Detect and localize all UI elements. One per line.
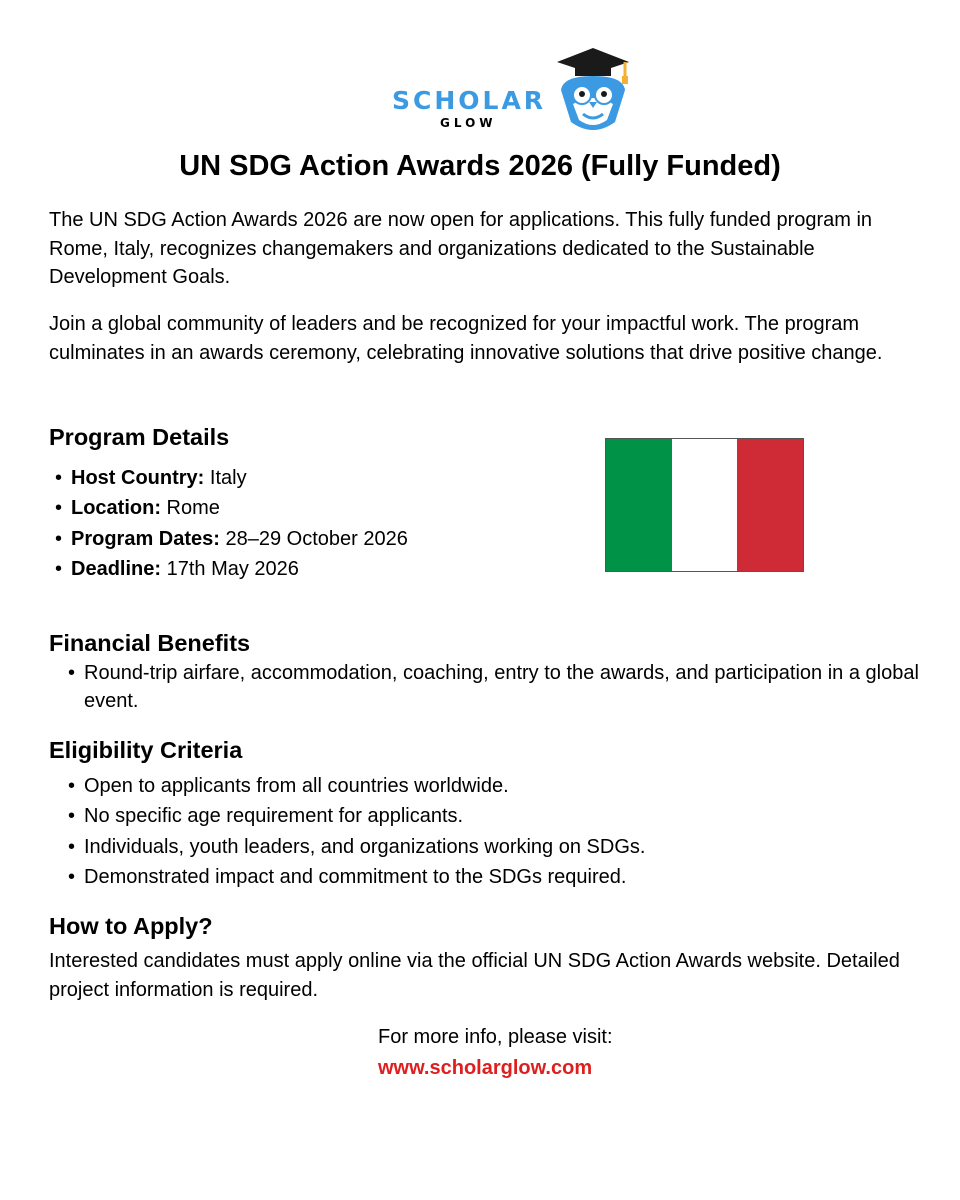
detail-label: Deadline: <box>71 557 162 580</box>
list-item <box>71 554 591 584</box>
website-link[interactable]: www.scholarglow.com <box>378 1057 593 1079</box>
list-item: • Individuals, youth leaders, and organizations working on SDGs. <box>84 832 920 862</box>
detail-value: 17th May 2026 <box>161 557 299 580</box>
detail-value: Italy <box>204 467 247 489</box>
financial-benefits-heading: Financial Benefits <box>49 630 251 656</box>
list-item: • Demonstrated impact and commitment to the SDGs required. <box>84 862 920 892</box>
list-item <box>71 493 591 523</box>
detail-label: Location: <box>71 497 161 520</box>
intro-paragraph-1: The UN SDG Action Awards 2026 are now open for applications. This fully funded program in Rome, Italy, recognizes changemakers and organizations dedicated to the Sustainable Development Goals. <box>49 209 873 288</box>
logo-wordmark: SCHOLAR <box>392 86 547 115</box>
list-item <box>71 524 591 554</box>
more-info-prompt: For more info, please visit: <box>378 1026 613 1048</box>
list-item: • Round-trip airfare, accommodation, coaching, entry to the awards, and participation in a global event. <box>84 659 920 715</box>
list-item <box>71 463 591 493</box>
detail-value: 28–29 October 2026 <box>219 527 408 550</box>
more-info-block <box>378 1022 613 1084</box>
list-item: • Open to applicants from all countries worldwide. <box>84 771 920 801</box>
list-item: • No specific age requirement for applicants. <box>84 801 920 831</box>
intro-paragraph-2: Join a global community of leaders and be recognized for your impactful work. The program culminates in an awards ceremony, celebrating innovative solutions that drive positive change. <box>49 313 883 364</box>
financial-benefits-list <box>84 659 920 715</box>
page-title: UN SDG Action Awards 2026 (Fully Funded) <box>179 150 781 182</box>
flag-stripe-white <box>672 439 738 571</box>
program-details-heading: Program Details <box>49 424 230 450</box>
eligibility-list <box>84 771 920 892</box>
italy-flag <box>605 438 804 572</box>
how-to-apply-heading: How to Apply? <box>49 913 213 939</box>
logo-subtitle: GLOW <box>440 116 497 130</box>
detail-label: Program Dates: <box>71 527 220 550</box>
how-to-apply-text: Interested candidates must apply online via the official UN SDG Action Awards website. Detailed project information is required. <box>49 950 900 1001</box>
graduate-owl-icon <box>553 46 633 138</box>
program-details-list <box>71 463 591 584</box>
eligibility-heading: Eligibility Criteria <box>49 737 243 763</box>
scholarglow-logo <box>388 44 638 138</box>
flag-stripe-red <box>737 439 803 571</box>
flag-stripe-green <box>606 439 672 571</box>
detail-value: Rome <box>161 497 220 520</box>
detail-label: Host Country: <box>71 467 205 489</box>
